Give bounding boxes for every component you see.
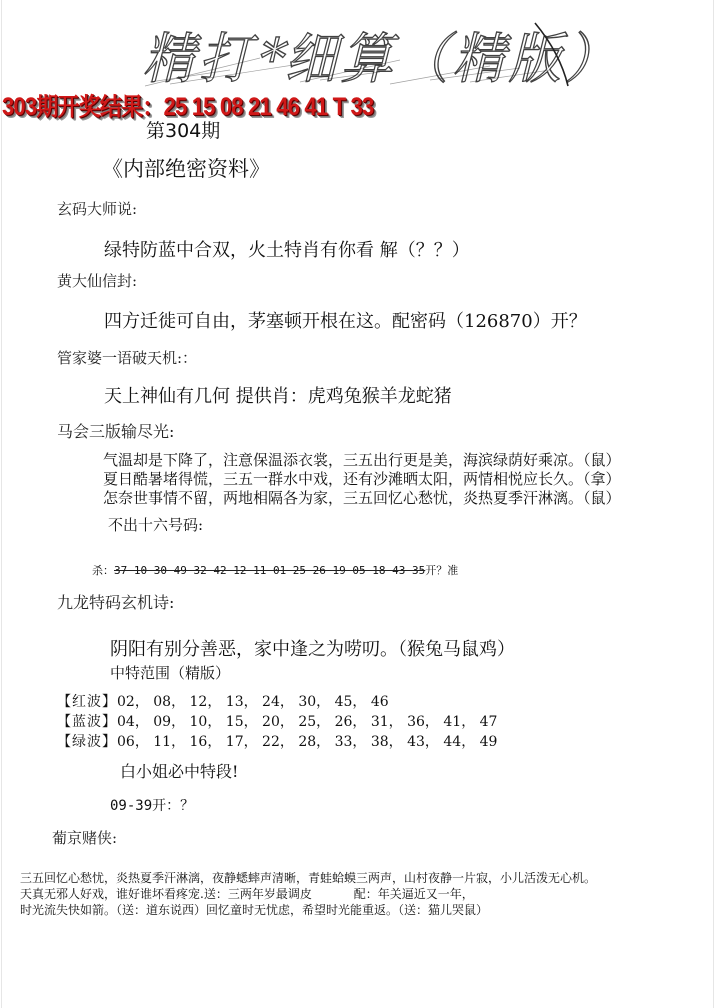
poem-line: 夏日酷暑堵得慌，三五一群水中戏，还有沙滩晒太阳，两情相悦应长久。（拿） bbox=[103, 470, 621, 488]
jiulong-text: 阴阳有别分善恶，家中逢之为唠叨。（猴兔马鼠鸡） bbox=[110, 639, 515, 660]
wave-row-green bbox=[57, 731, 497, 751]
pujing-line: 三五回忆心愁忧，炎热夏季汗淋漓，夜静蟋蟀声清晰，青蛙蛤蟆三两声，山村夜静一片寂，小儿活泼无心机。 bbox=[20, 871, 597, 885]
wave-numbers-red: 02， 08， 12， 13， 24， 30， 45， 46 bbox=[117, 694, 389, 710]
section-label-pujing: 葡京赌侠: bbox=[52, 829, 118, 847]
section-label-huangdaxian: 黄大仙信封: bbox=[57, 272, 138, 290]
document-title: 《内部绝密资料》 bbox=[102, 157, 270, 181]
wave-row-red bbox=[57, 691, 389, 711]
pujing-line: 时光流失快如箭。（送：道东说西）回忆童时无忧虑，希望时光能重返。（送：猫儿哭鼠） bbox=[20, 903, 489, 917]
kill-suffix: 开？准 bbox=[425, 564, 459, 577]
wave-numbers-blue: 04， 09， 10， 15， 20， 25， 26， 31， 36， 41， 47 bbox=[117, 714, 498, 730]
section-label-guanjiapo: 管家婆一语破天机:： bbox=[57, 349, 198, 367]
draw-result-headline: 303期开奖结果：25 15 08 21 46 41 T 33 bbox=[2, 92, 374, 121]
pujing-line: 天真无邪人好戏，谁好谁坏看疼宠.送：三两年岁最调皮 配：年关逼近又一年， bbox=[20, 887, 474, 901]
mahui-poem bbox=[103, 451, 621, 508]
open-range-text: 09-39开：？ bbox=[110, 798, 195, 814]
kill-numbers-line bbox=[92, 562, 458, 578]
banner-title bbox=[139, 18, 633, 92]
wave-tag-green: 【绿波】 bbox=[57, 734, 117, 750]
section-label-jiulong: 九龙特码玄机诗: bbox=[57, 593, 175, 612]
xuanma-text: 绿特防蓝中合双，火土特肖有你看 解（？？） bbox=[104, 240, 470, 261]
section-label-xuanma: 玄码大师说: bbox=[57, 200, 138, 218]
wave-tag-blue: 【蓝波】 bbox=[57, 714, 117, 730]
range-label: 中特范围（精版） bbox=[110, 664, 231, 682]
poem-line: 怎奈世事情不留，两地相隔各为家，三五回忆心愁忧，炎热夏季汗淋漓。（鼠） bbox=[103, 489, 621, 507]
wave-tag-red: 【红波】 bbox=[57, 694, 117, 710]
kill-numbers: 37 10 30 49 32 42 12 11 01 25 26 19 05 18 43 35 bbox=[114, 564, 426, 577]
section-label-mahui: 马会三版输尽光: bbox=[57, 422, 175, 441]
wave-row-blue bbox=[57, 711, 497, 731]
banner-title-text: 精打*细算（精版） bbox=[139, 28, 633, 92]
bai-xiaojie-text: 白小姐必中特段! bbox=[120, 762, 239, 781]
poem-line: 气温却是下降了，注意保温添衣裳，三五出行更是美，海滨绿荫好乘凉。（鼠） bbox=[103, 451, 621, 469]
wave-numbers-green: 06， 11， 16， 17， 22， 28， 33， 38， 43， 44， 49 bbox=[117, 734, 498, 750]
guanjiapo-text: 天上神仙有几何 提供肖：虎鸡兔猴羊龙蛇猪 bbox=[104, 386, 452, 407]
kill-prefix: 杀： bbox=[92, 564, 114, 577]
no16-label: 不出十六号码: bbox=[108, 516, 204, 534]
issue-number: 第304期 bbox=[146, 120, 221, 142]
huangdaxian-text: 四方迁徙可自由，茅塞顿开根在这。配密码（126870）开？ bbox=[104, 311, 587, 332]
pujing-text-block bbox=[20, 870, 596, 918]
